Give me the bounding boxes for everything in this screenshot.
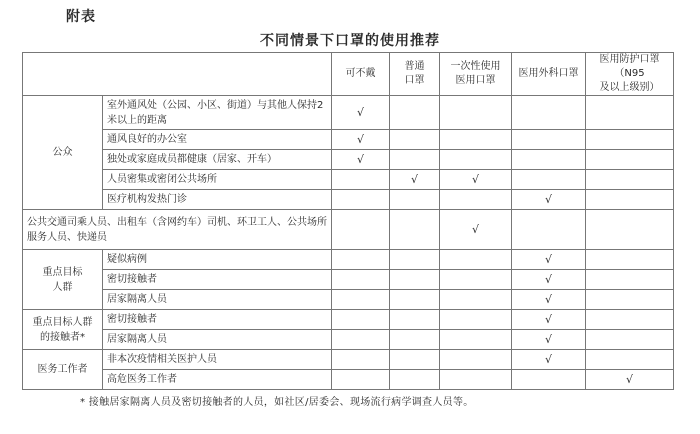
check-mark <box>586 290 674 310</box>
check-mark <box>440 350 512 370</box>
check-mark <box>332 250 390 270</box>
check-mark <box>512 170 586 190</box>
check-mark <box>390 250 440 270</box>
check-mark <box>586 150 674 170</box>
check-mark <box>332 290 390 310</box>
check-mark <box>512 370 586 390</box>
check-mark <box>332 310 390 330</box>
table-row <box>23 190 674 210</box>
check-mark: √ <box>512 190 586 210</box>
check-mark: √ <box>512 330 586 350</box>
column-header-surgical-mask: 医用外科口罩 <box>512 53 586 96</box>
check-mark <box>586 96 674 130</box>
check-mark: √ <box>512 350 586 370</box>
check-mark: √ <box>440 170 512 190</box>
check-mark <box>512 150 586 170</box>
check-mark <box>332 190 390 210</box>
scenario-cell: 室外通风处（公园、小区、街道）与其他人保持2米以上的距离 <box>103 96 332 130</box>
table-header-row <box>23 53 674 96</box>
check-mark <box>440 190 512 210</box>
group-label-public: 公众 <box>23 96 103 210</box>
scenario-cell: 医疗机构发热门诊 <box>103 190 332 210</box>
check-mark <box>512 130 586 150</box>
check-mark <box>586 190 674 210</box>
scenario-cell: 人员密集或密闭公共场所 <box>103 170 332 190</box>
table-row <box>23 210 674 250</box>
check-mark <box>390 290 440 310</box>
check-mark <box>512 96 586 130</box>
check-mark <box>440 370 512 390</box>
group-label-medical: 医务工作者 <box>23 350 103 390</box>
column-header-n95-mask: 医用防护口罩（N95 及以上级别） <box>586 53 674 96</box>
table-row <box>23 290 674 310</box>
table-row <box>23 310 674 330</box>
check-mark <box>586 210 674 250</box>
check-mark <box>586 310 674 330</box>
header-corner-cell <box>23 53 332 96</box>
scenario-cell: 密切接触者 <box>103 310 332 330</box>
check-mark <box>390 96 440 130</box>
group-label-key-contacts: 重点目标人群 的接触者* <box>23 310 103 350</box>
table-row <box>23 270 674 290</box>
check-mark: √ <box>512 270 586 290</box>
scenario-cell: 高危医务工作者 <box>103 370 332 390</box>
check-mark <box>440 250 512 270</box>
check-mark: √ <box>390 170 440 190</box>
table-row <box>23 250 674 270</box>
check-mark <box>332 370 390 390</box>
check-mark <box>390 130 440 150</box>
check-mark: √ <box>512 310 586 330</box>
scenario-cell: 独处或家庭成员都健康（居家、开车） <box>103 150 332 170</box>
check-mark <box>440 130 512 150</box>
table-row <box>23 330 674 350</box>
check-mark <box>440 270 512 290</box>
check-mark <box>390 150 440 170</box>
check-mark: √ <box>332 96 390 130</box>
group-label-key-population: 重点目标 人群 <box>23 250 103 310</box>
check-mark <box>332 270 390 290</box>
table-title: 不同情景下口罩的使用推荐 <box>260 33 440 49</box>
table-row <box>23 350 674 370</box>
table-row <box>23 130 674 150</box>
footnote: * 接触居家隔离人员及密切接触者的人员，如社区/居委会、现场流行病学调查人员等。 <box>80 397 474 408</box>
check-mark <box>586 330 674 350</box>
column-header-ordinary-mask: 普通 口罩 <box>390 53 440 96</box>
check-mark <box>586 350 674 370</box>
appendix-label: 附表 <box>66 9 96 25</box>
check-mark <box>512 210 586 250</box>
check-mark <box>440 290 512 310</box>
scenario-cell: 密切接触者 <box>103 270 332 290</box>
check-mark: √ <box>512 250 586 270</box>
check-mark <box>390 190 440 210</box>
check-mark <box>440 330 512 350</box>
scenario-cell: 非本次疫情相关医护人员 <box>103 350 332 370</box>
column-header-no-mask: 可不戴 <box>332 53 390 96</box>
check-mark <box>390 370 440 390</box>
check-mark <box>390 270 440 290</box>
scenario-cell: 居家隔离人员 <box>103 330 332 350</box>
check-mark <box>390 210 440 250</box>
table-row <box>23 170 674 190</box>
check-mark: √ <box>586 370 674 390</box>
check-mark <box>390 330 440 350</box>
check-mark <box>440 310 512 330</box>
check-mark <box>332 210 390 250</box>
scenario-cell: 疑似病例 <box>103 250 332 270</box>
check-mark <box>332 330 390 350</box>
check-mark <box>440 96 512 130</box>
group-label-public-service: 公共交通司乘人员、出租车（含网约车）司机、环卫工人、公共场所服务人员、快递员 <box>23 210 332 250</box>
check-mark <box>390 310 440 330</box>
check-mark <box>586 270 674 290</box>
table-row <box>23 96 674 130</box>
table-row <box>23 370 674 390</box>
check-mark <box>586 130 674 150</box>
check-mark: √ <box>332 130 390 150</box>
mask-recommendation-table <box>22 52 674 390</box>
check-mark: √ <box>512 290 586 310</box>
check-mark <box>390 350 440 370</box>
scenario-cell: 通风良好的办公室 <box>103 130 332 150</box>
check-mark <box>440 150 512 170</box>
check-mark <box>586 250 674 270</box>
column-header-disposable-medical-mask: 一次性使用 医用口罩 <box>440 53 512 96</box>
check-mark: √ <box>440 210 512 250</box>
check-mark <box>586 170 674 190</box>
check-mark <box>332 350 390 370</box>
table-row <box>23 150 674 170</box>
check-mark: √ <box>332 150 390 170</box>
scenario-cell: 居家隔离人员 <box>103 290 332 310</box>
check-mark <box>332 170 390 190</box>
